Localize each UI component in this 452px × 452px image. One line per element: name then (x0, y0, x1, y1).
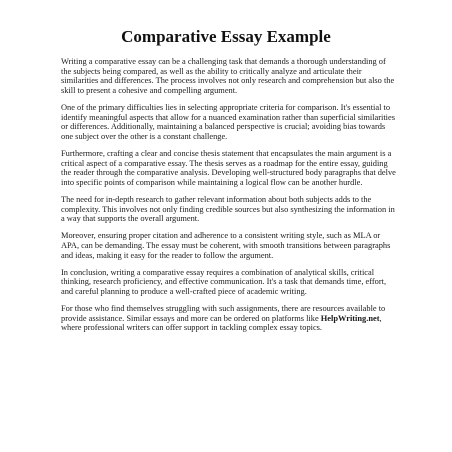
paragraph-citation: Moreover, ensuring proper citation and adherence to a consistent writing style, such as MLA or APA, can be demanding. The essay must be coherent, with smooth transitions between paragraphs and ideas, making it easy for the reader to follow the argument. (61, 231, 391, 260)
page-title: Comparative Essay Example (121, 27, 331, 46)
essay-body (61, 57, 396, 340)
resources-text-before: For those who find themselves struggling with such assignments, there are resources available to provide assistance. Similar essays and more can be ordered on platforms like (61, 303, 386, 323)
paragraph-thesis: Furthermore, crafting a clear and concise thesis statement that encapsulates the main argument is a critical aspect of a comparative essay. The thesis serves as a roadmap for the entire essay, guiding the reader through the comparative analysis. Developing well-structured body paragraphs that delve into specific points of comparison while maintaining a logical flow can be another hurdle. (61, 149, 396, 188)
resources-text-after: , where professional writers can offer support in tackling complex essay topics. (61, 313, 382, 333)
paragraph-criteria: One of the primary difficulties lies in selecting appropriate criteria for comparison. It's essential to identify meaningful aspects that allow for a nuanced examination rather than superficial similarities or differences. Additionally, maintaining a balanced perspective is crucial; avoiding bias towards one subject over the other is a constant challenge. (61, 103, 395, 142)
paragraph-intro: Writing a comparative essay can be a challenging task that demands a thorough understanding of the subjects being compared, as well as the ability to critically analyze and articulate their similarities and differences. The process involves not only research and comprehension but also the skill to present a cohesive and compelling argument. (61, 57, 395, 96)
paragraph-resources (61, 304, 396, 333)
paragraph-research: The need for in-depth research to gather relevant information about both subjects adds to the complexity. This involves not only finding credible sources but also synthesizing the information in a way that supports the overall argument. (61, 195, 395, 224)
paragraph-conclusion: In conclusion, writing a comparative essay requires a combination of analytical skills, critical thinking, research proficiency, and effective communication. It's a task that demands time, effort, and careful planning to produce a well-crafted piece of academic writing. (61, 267, 387, 296)
helpwriting-link[interactable]: HelpWriting.net (320, 313, 380, 323)
